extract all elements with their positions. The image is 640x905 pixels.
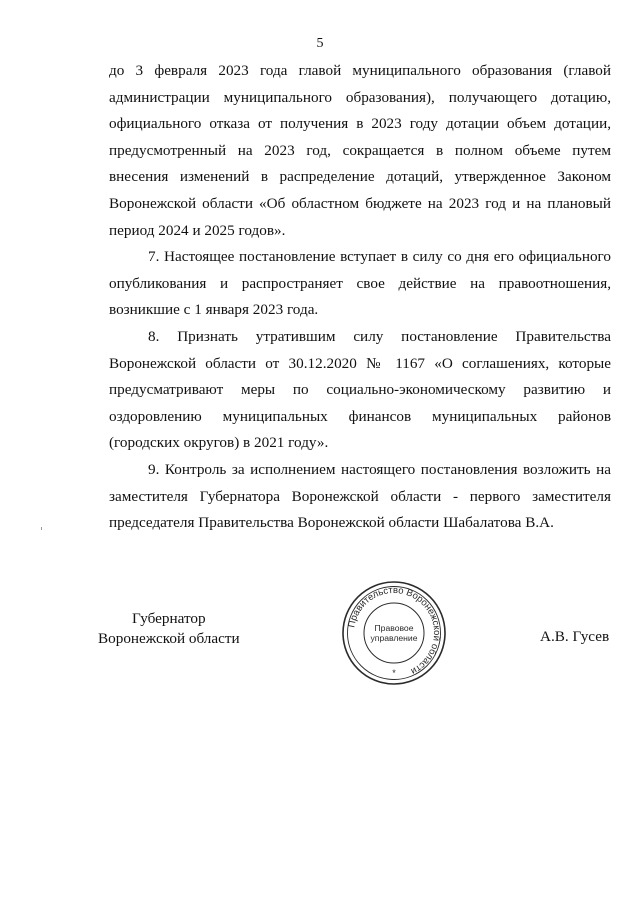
page-number: 5 [316, 36, 324, 51]
signatory-position-line1: Губернатор [132, 610, 206, 627]
stamp-center-line1: Правовое [374, 623, 414, 633]
paragraph-continuation: до 3 февраля 2023 года главой муниципального образования (главой администрации муниципального образования), получающего дотацию, официального отказа от получения в 2023 году дотации объем дотации, предусмотренный на 2023 год, сокращается в полном объеме путем внесения изменений в распределение дотаций, утвержденное Законом Воронежской области «Об областном бюджете на 2023 год и на плановый период 2024 и 2025 годов». [109, 62, 611, 239]
document-body [109, 58, 611, 537]
stamp-ring-text: Правительство Воронежской области [346, 584, 443, 677]
scan-speck [41, 527, 42, 530]
signatory-position [98, 609, 240, 649]
paragraph-item-7: 7. Настоящее постановление вступает в силу со дня его официального опубликования и распространяет свое действие на правоотношения, возникшие с 1 января 2023 года. [109, 248, 611, 319]
signatory-name: А.В. Гусев [540, 628, 610, 645]
stamp-star: * [392, 668, 396, 678]
paragraph-item-9: 9. Контроль за исполнением настоящего постановления возложить на заместителя Губернатора Воронежской области - первого заместителя председателя Правительства Воронежской области Шабалатова В.А. [109, 460, 611, 532]
paragraph-item-8: 8. Признать утратившим силу постановление Правительства Воронежской области от 30.12.2020 № 1167 «О соглашениях, которые предусматривают меры по социально-экономическому развитию и оздоровлению муниципальных финансов муниципальных районов (городских округов) в 2021 году». [109, 327, 611, 452]
stamp-center-line2: управление [370, 633, 418, 643]
official-stamp-icon [341, 580, 447, 686]
signatory-position-line2: Воронежской области [98, 630, 240, 647]
